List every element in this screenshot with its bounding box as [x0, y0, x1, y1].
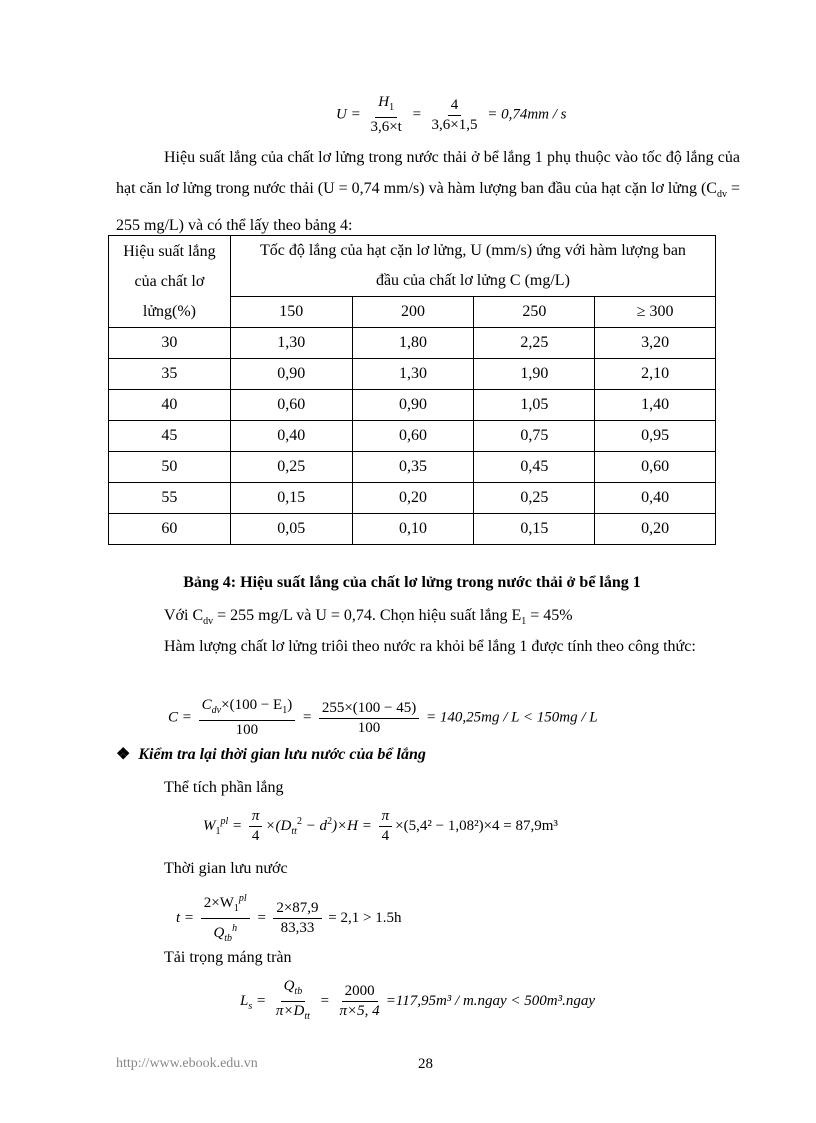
- section-heading: ❖ Kiểm tra lại thời gian lưu nước của bể lắng: [116, 746, 426, 763]
- table-row: 35 0,90 1,30 1,90 2,10: [109, 359, 716, 390]
- column-header: ≥ 300: [595, 297, 716, 328]
- table-caption: Bảng 4: Hiệu suất lắng của chất lơ lửng trong nước thải ở bể lắng 1: [183, 574, 641, 591]
- table-row: 50 0,25 0,35 0,45 0,60: [109, 452, 716, 483]
- fraction: $\frac{2\times 87,9}{83,33}$: [273, 900, 321, 937]
- fraction: $\frac{C_{dv}\times(100 - E_1)}{100}$: [199, 697, 296, 739]
- fraction: $\frac{4}{3,6\times 1,5}$: [431, 96, 478, 133]
- diamond-bullet-icon: ❖: [116, 746, 131, 763]
- table-header-velocity: Tốc độ lắng của hạt cặn lơ lửng, U (mm/s) ứng với hàm lượng ban đầu của chất lơ lửng C (mg/L): [230, 236, 715, 297]
- equation-l: $L_s$ = $\frac{Q_{tb}}{\pi\times D_{tt}}$ = $\frac{2000}{\pi\times 5, 4}$ =117,95m³ / m.ngay < 500m³.ngay: [240, 978, 595, 1025]
- retention-label: Thời gian lưu nước: [164, 860, 288, 877]
- equation-w: $W_1^{pl}$ = $\frac{\pi}{4}$ $\times(D_{tt}^2 - d^2)\times H$ = $\frac{\pi}{4}$ ×(5,4² − 1,08²)×4 = 87,9m³: [203, 808, 558, 844]
- weir-load-label: Tải trọng máng tràn: [164, 949, 292, 966]
- column-header: 250: [474, 297, 595, 328]
- table-row: 30 1,30 1,80 2,25 3,20: [109, 328, 716, 359]
- page-number: 28: [418, 1056, 433, 1072]
- settling-efficiency-table: [108, 235, 716, 545]
- column-header: 150: [230, 297, 352, 328]
- fraction: $\frac{\pi}{4}$: [379, 808, 393, 845]
- fraction: $\frac{\pi}{4}$: [249, 808, 263, 845]
- table-row: 45 0,40 0,60 0,75 0,95: [109, 421, 716, 452]
- fraction: $\frac{H_1}{3,6\times t}$: [370, 94, 402, 135]
- fraction: $\frac{255\times(100 - 45)}{100}$: [319, 700, 419, 737]
- equation-c: C = $\frac{C_{dv}\times(100 - E_1)}{100}$ = $\frac{255\times(100 - 45)}{100}$ = 140,25mg / L < 150mg / L: [168, 697, 598, 738]
- equation-t: t = $\frac{2\times W_1^{pl}}{Q_{tb}^h}$ = $\frac{2\times 87,9}{83,33}$ = 2,1 > 1.5h: [176, 890, 401, 947]
- paragraph-concentration: Hàm lượng chất lơ lửng triôi theo nước ra khỏi bể lắng 1 được tính theo công thức:: [164, 638, 696, 655]
- column-header: 200: [352, 297, 474, 328]
- volume-label: Thể tích phần lắng: [164, 779, 284, 796]
- table-row: 55 0,15 0,20 0,25 0,40: [109, 483, 716, 514]
- fraction: $\frac{2000}{\pi\times 5, 4}$: [339, 983, 380, 1019]
- table-header-efficiency: Hiệu suất lắng của chất lơ lửng(%): [109, 236, 231, 328]
- paragraph-settling-efficiency: Hiệu suất lắng của chất lơ lửng trong nước thải ở bể lắng 1 phụ thuộc vào tốc độ lắng của hạt căn lơ lửng trong nước thải (U = 0,74 mm/s) và hàm lượng ban đầu của hạt cặn lơ lửng ($C_{dv} = 255$ mg/L) và có thể lấy theo bảng 4:: [116, 149, 741, 235]
- footer-url[interactable]: http://www.ebook.edu.vn: [116, 1056, 258, 1071]
- table-row: 40 0,60 0,90 1,05 1,40: [109, 390, 716, 421]
- equation-u: U = $\frac{H_1}{3,6\times t}$ = $\frac{4}{3,6\times 1,5}$ = 0,74mm / s: [336, 94, 567, 135]
- fraction: $\frac{2\times W_1^{pl}}{Q_{tb}^h}$: [201, 890, 250, 947]
- fraction: $\frac{Q_{tb}}{\pi\times D_{tt}}$: [275, 978, 310, 1022]
- table-row: 60 0,05 0,10 0,15 0,20: [109, 514, 716, 545]
- efficiency-choice-line: Với $C_{dv} = 255$ mg/L và U = 0,74. Chọn hiệu suất lắng $E_1 = 45\%$: [164, 607, 573, 628]
